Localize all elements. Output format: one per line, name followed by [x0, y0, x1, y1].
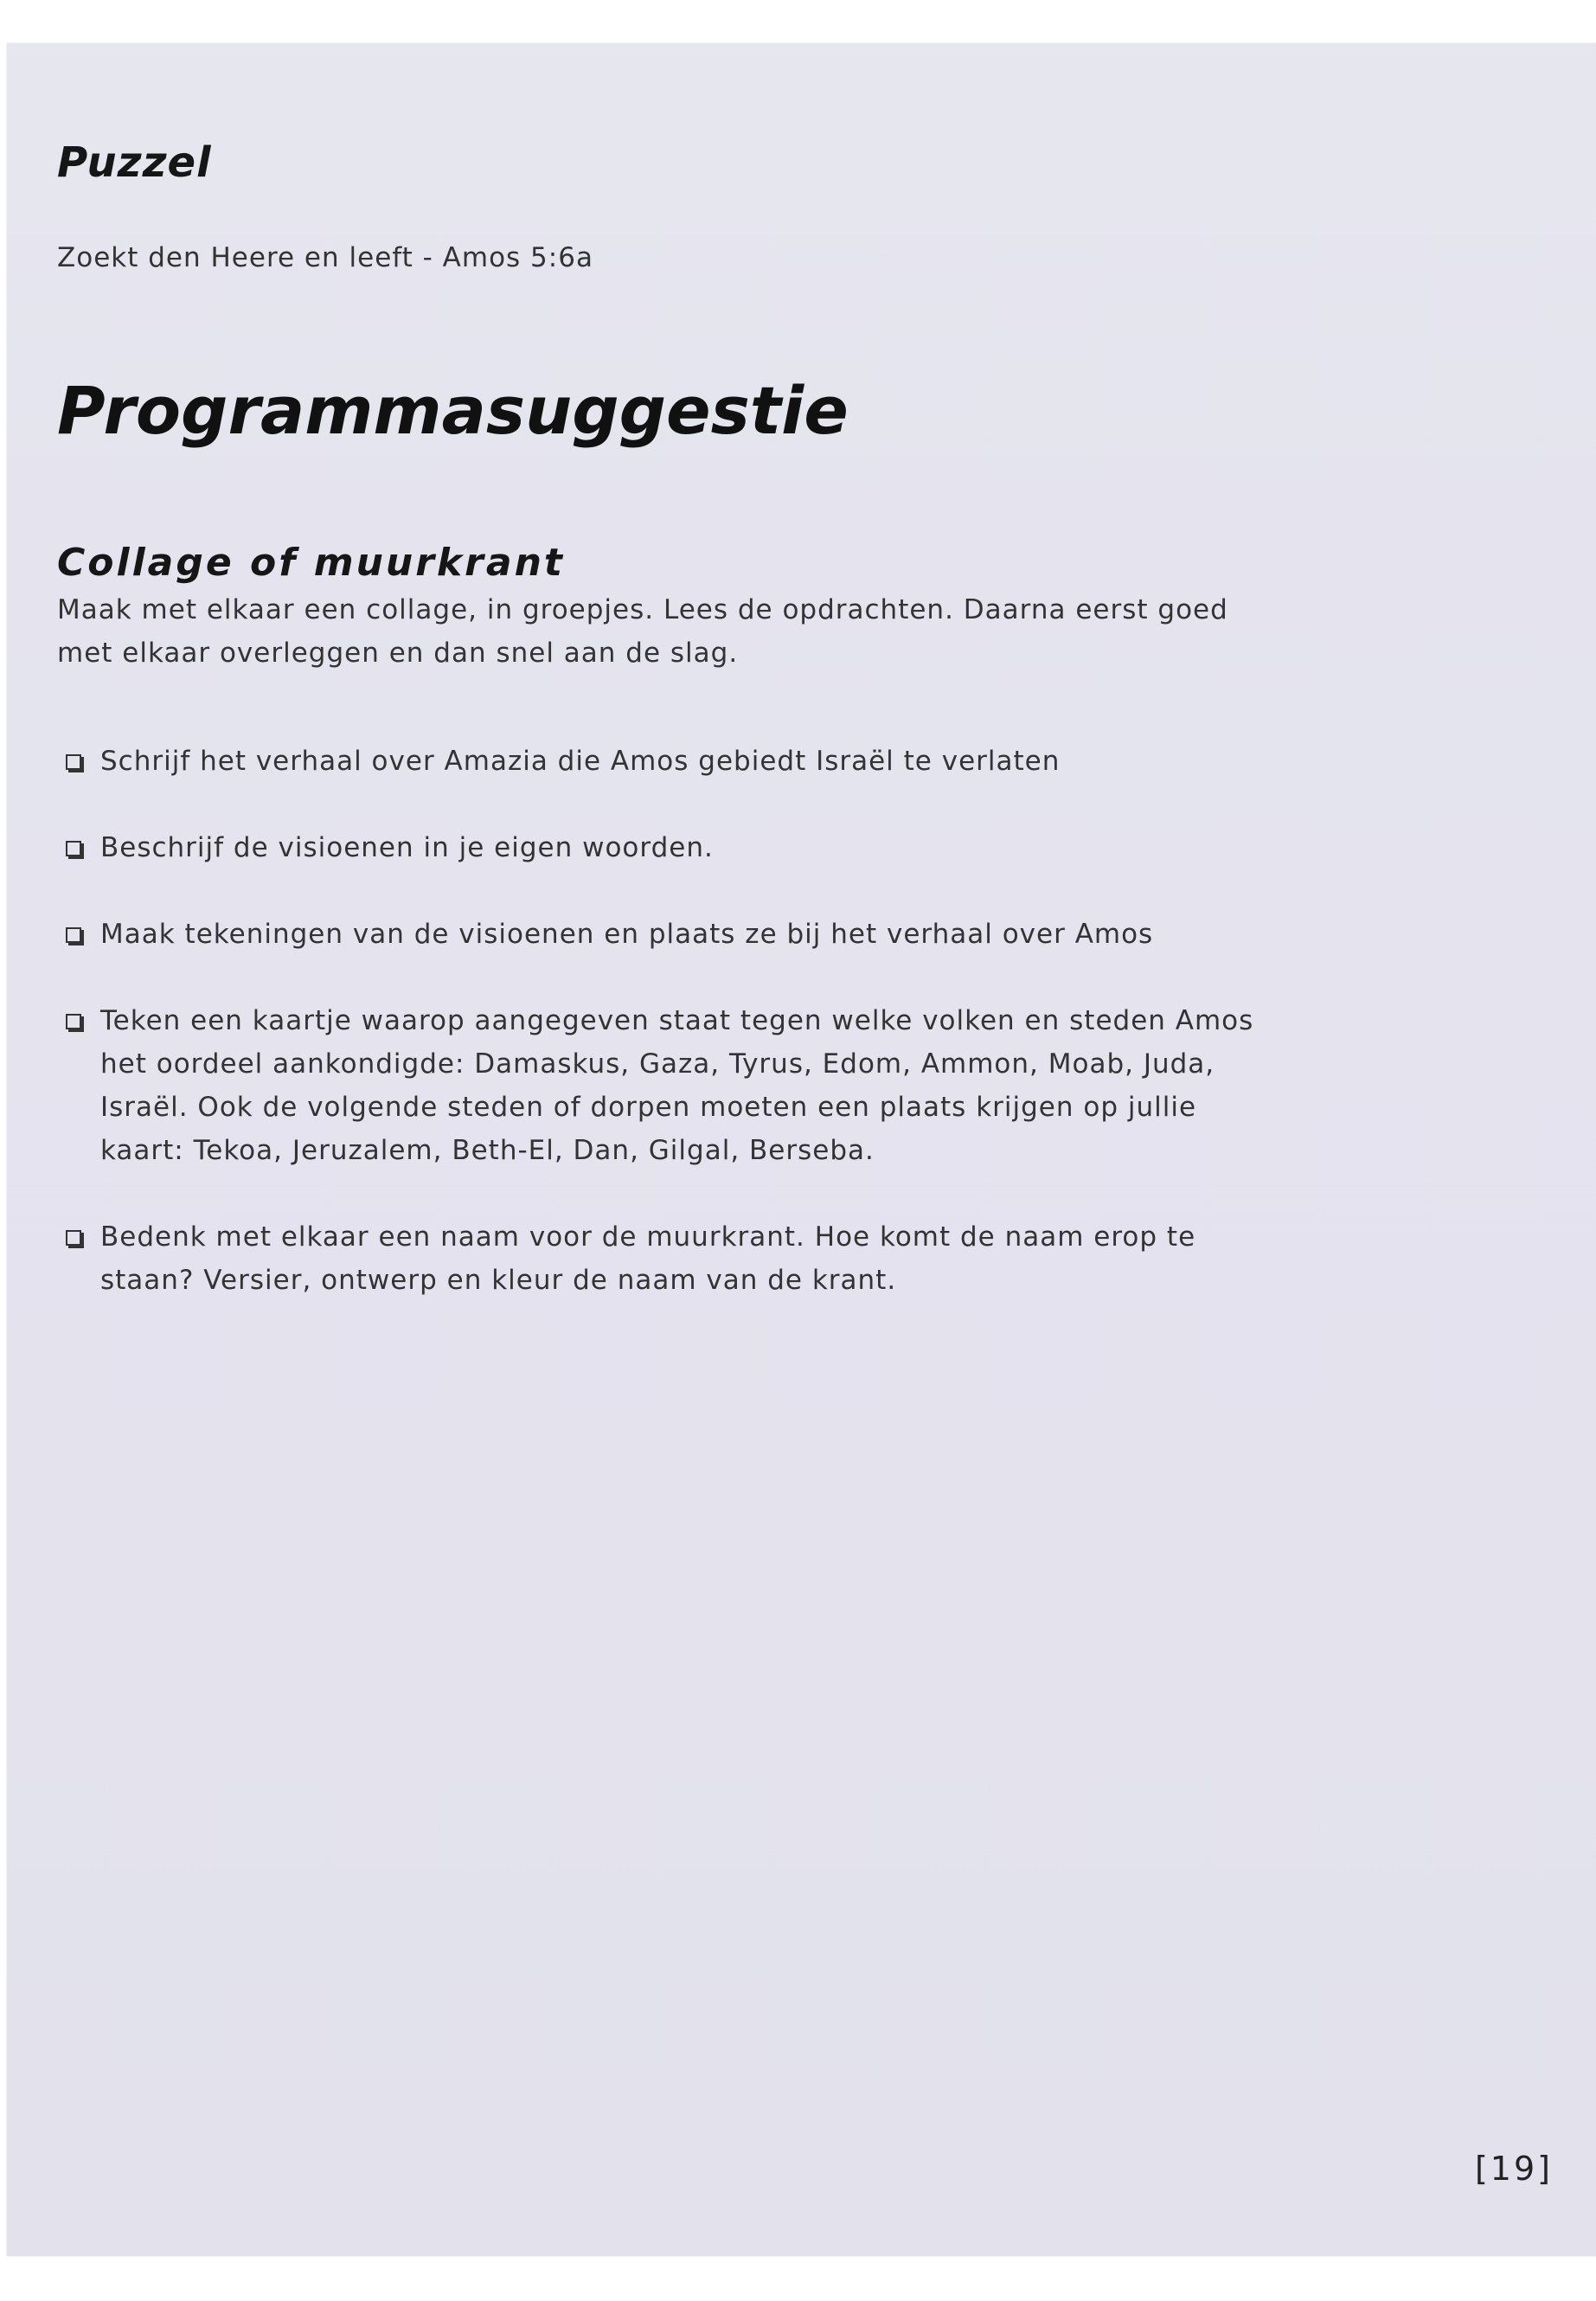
- puzzel-heading: Puzzel: [57, 138, 212, 187]
- checkbox-icon: [66, 754, 81, 770]
- page-number: [19]: [1474, 2150, 1553, 2188]
- list-item: [66, 826, 1259, 869]
- puzzel-text: Zoekt den Heere en leeft - Amos 5:6a: [57, 242, 593, 273]
- list-item: [66, 740, 1259, 783]
- checkbox-icon: [66, 927, 81, 943]
- task-text: Maak tekeningen van de visioenen en plaats ze bij het verhaal over Amos: [100, 919, 1154, 950]
- checkbox-icon: [66, 1014, 81, 1029]
- list-item: [66, 999, 1259, 1172]
- task-text: Teken een kaartje waarop aangegeven staat tegen welke volken en steden Amos het oordeel aankondigde: Damaskus, Gaza, Tyrus, Edom, Ammon, Moab, Juda, Israël. Ook de volgende steden of dorpen moeten een plaats krijgen op jullie kaart: Tekoa, Jeruzalem, Beth-El, Dan, Gilgal, Berseba.: [100, 1005, 1254, 1166]
- checkbox-icon: [66, 1230, 81, 1246]
- collage-heading: Collage of muurkrant: [57, 541, 565, 585]
- task-list: [66, 740, 1259, 1345]
- list-item: [66, 913, 1259, 956]
- task-text: Beschrijf de visioenen in je eigen woorden.: [100, 832, 714, 863]
- task-text: Bedenk met elkaar een naam voor de muurkrant. Hoe komt de naam erop te staan? Versier, ontwerp en kleur de naam van de krant.: [100, 1221, 1196, 1296]
- checkbox-icon: [66, 841, 81, 856]
- task-text: Schrijf het verhaal over Amazia die Amos gebiedt Israël te verlaten: [100, 746, 1061, 777]
- page-sheet: [7, 43, 1596, 2256]
- collage-intro: Maak met elkaar een collage, in groepjes. Lees de opdrachten. Daarna eerst goed met elkaar overleggen en dan snel aan de slag.: [57, 594, 1228, 669]
- program-heading: Programmasuggestie: [57, 372, 849, 449]
- list-item: [66, 1215, 1259, 1302]
